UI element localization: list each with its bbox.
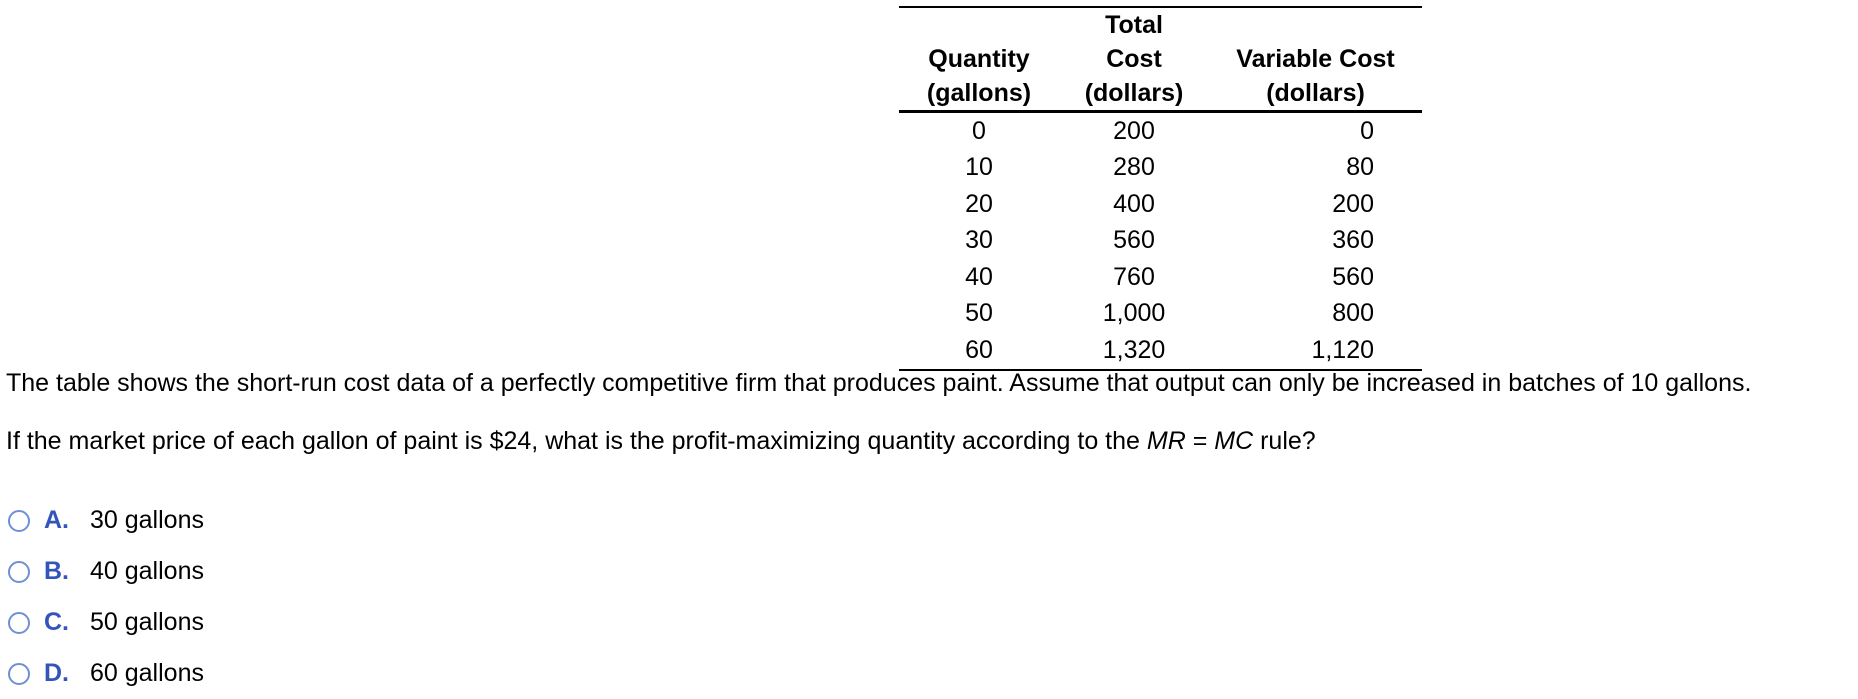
table-row <box>899 296 1422 333</box>
cell-variable-cost: 80 <box>1346 153 1374 182</box>
cell-quantity: 50 <box>965 299 993 328</box>
option-d[interactable] <box>8 648 204 699</box>
option-text: 40 gallons <box>90 557 204 585</box>
cell-total-cost: 200 <box>1113 116 1155 145</box>
cell-total-cost: 400 <box>1113 189 1155 218</box>
cell-total-cost: 1,320 <box>1059 332 1209 370</box>
cell-quantity: 40 <box>965 262 993 291</box>
cell-quantity: 20 <box>965 189 993 218</box>
cell-variable-cost: 360 <box>1332 226 1374 255</box>
option-letter: B. <box>44 557 69 585</box>
option-letter: C. <box>44 608 69 636</box>
option-text: 60 gallons <box>90 659 204 687</box>
radio-button[interactable] <box>8 561 30 583</box>
cell-total-cost: 280 <box>1113 153 1155 182</box>
cell-variable-cost: 800 <box>1332 299 1374 328</box>
radio-button[interactable] <box>8 612 30 634</box>
cell-quantity: 60 <box>899 332 1059 370</box>
header-total-cost <box>1059 7 1209 112</box>
cell-total-cost: 560 <box>1113 226 1155 255</box>
cell-variable-cost: 200 <box>1332 189 1374 218</box>
table-row <box>899 186 1422 223</box>
prompt-text: If the market price of each gallon of paint is $24, what is the profit-maximizing quantity according to the <box>6 427 1147 455</box>
option-a[interactable] <box>8 495 204 546</box>
mc-term: MC <box>1214 427 1254 455</box>
cell-total-cost: 760 <box>1113 262 1155 291</box>
option-b[interactable] <box>8 546 204 597</box>
header-variable-cost-line2: (dollars) <box>1266 79 1365 107</box>
cell-quantity: 0 <box>972 116 986 145</box>
answer-options <box>8 495 204 699</box>
prompt-end: rule? <box>1253 427 1316 455</box>
question-prompt <box>6 426 1316 456</box>
table-header-row <box>899 7 1422 112</box>
cost-table <box>899 6 1422 371</box>
cell-total-cost: 1,000 <box>1102 299 1166 328</box>
option-c[interactable] <box>8 597 204 648</box>
header-quantity-line1: Quantity <box>928 45 1030 73</box>
header-total-cost-line2: (dollars) <box>1084 79 1184 107</box>
table-row <box>899 259 1422 296</box>
table-row <box>899 150 1422 187</box>
table-row <box>899 332 1422 370</box>
equals-sign: = <box>1185 427 1215 455</box>
table-row <box>899 112 1422 150</box>
cell-quantity: 10 <box>965 153 993 182</box>
radio-button[interactable] <box>8 510 30 532</box>
cell-variable-cost: 1,120 <box>1209 332 1422 370</box>
cell-variable-cost: 560 <box>1332 262 1374 291</box>
table-row <box>899 223 1422 260</box>
question-statement: The table shows the short-run cost data of a perfectly competitive firm that produces paint. Assume that output can only be increased in batches of 10 gallons. <box>6 369 1752 397</box>
option-text: 50 gallons <box>90 608 204 636</box>
option-letter: D. <box>44 659 69 687</box>
header-variable-cost-line1: Variable Cost <box>1236 45 1395 73</box>
radio-button[interactable] <box>8 663 30 685</box>
header-total-cost-line1: Total Cost <box>1105 11 1163 73</box>
header-variable-cost <box>1209 7 1422 112</box>
cell-quantity: 30 <box>965 226 993 255</box>
option-text: 30 gallons <box>90 506 204 534</box>
mr-term: MR <box>1146 427 1186 455</box>
option-letter: A. <box>44 506 69 534</box>
header-quantity-line2: (gallons) <box>926 79 1032 107</box>
cell-variable-cost: 0 <box>1360 116 1374 145</box>
header-quantity <box>899 7 1059 112</box>
